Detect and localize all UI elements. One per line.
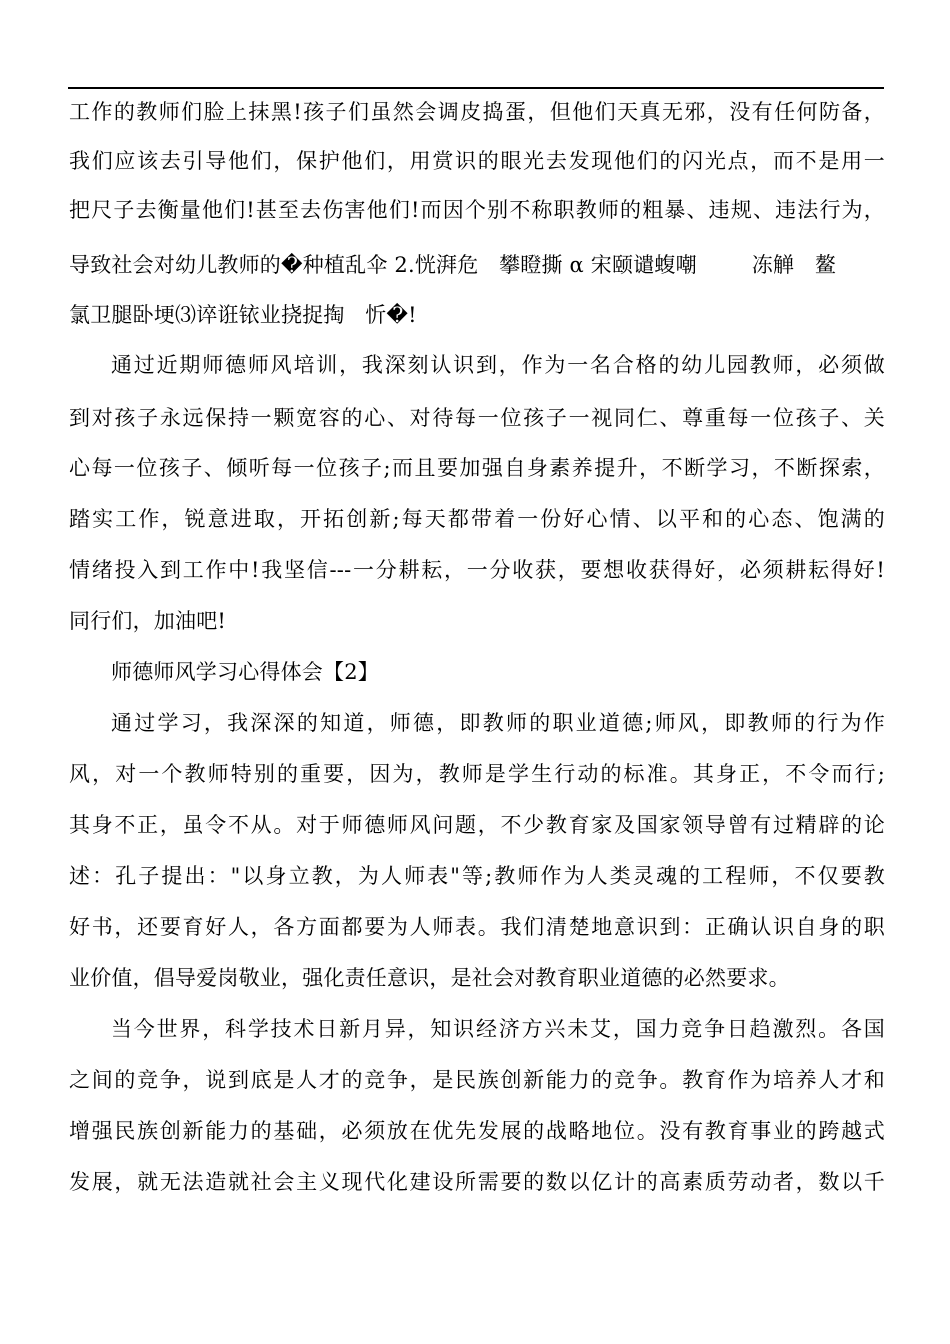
text-line: 到对孩子永远保持一颗宽容的心、对待每一位孩子一视同仁、尊重每一位孩子、关	[69, 406, 885, 430]
text-line: 踏实工作，锐意进取，开拓创新;每天都带着一份好心情、以平和的心态、饱满的	[69, 507, 885, 531]
text-line: 心每一位孩子、倾听每一位孩子;而且要加强自身素养提升，不断学习，不断探索，	[69, 456, 885, 480]
text-line: 之间的竞争，说到底是人才的竞争，是民族创新能力的竞争。教育作为培养人才和	[69, 1068, 885, 1092]
text-line: 把尺子去衡量他们!甚至去伤害他们!而因个别不称职教师的粗暴、违规、违法行为，	[69, 198, 885, 222]
garbled-text-line: 氯卫腿卧埂⑶谇诳铱业挠捉掏 忻�!	[69, 303, 417, 327]
text-line: 发展，就无法造就社会主义现代化建设所需要的数以亿计的高素质劳动者，数以千	[69, 1170, 885, 1194]
text-line: 情绪投入到工作中!我坚信---一分耕耘，一分收获，要想收获得好，必须耕耘得好!	[69, 558, 885, 582]
text-line: 我们应该去引导他们，保护他们，用赏识的眼光去发现他们的闪光点，而不是用一	[69, 149, 885, 173]
paragraph-first-line: 通过学习，我深深的知道，师德，即教师的职业道德;师风，即教师的行为作	[111, 711, 885, 735]
paragraph-first-line: 当今世界，科学技术日新月异，知识经济方兴未艾，国力竞争日趋激烈。各国	[111, 1017, 885, 1041]
garbled-text-line: 导致社会对幼儿教师的�种植乱伞 2.恍湃危 攀瞪撕 α 宋颐谴蝮嘲 冻觯 鳌	[69, 253, 837, 277]
text-line: 述：孔子提出："以身立教，为人师表"等;教师作为人类灵魂的工程师，不仅要教	[69, 864, 885, 888]
text-line: 同行们，加油吧!	[69, 609, 227, 633]
paragraph-first-line: 通过近期师德师风培训，我深刻认识到，作为一名合格的幼儿园教师，必须做	[111, 353, 885, 377]
text-line: 工作的教师们脸上抹黑!孩子们虽然会调皮捣蛋，但他们天真无邪，没有任何防备，	[69, 100, 885, 124]
text-line: 风，对一个教师特别的重要，因为，教师是学生行动的标准。其身正，不令而行;	[69, 762, 885, 786]
text-line: 增强民族创新能力的基础，必须放在优先发展的战略地位。没有教育事业的跨越式	[69, 1119, 885, 1143]
section-heading: 师德师风学习心得体会【2】	[111, 660, 379, 684]
text-line: 好书，还要育好人，各方面都要为人师表。我们清楚地意识到：正确认识自身的职	[69, 915, 885, 939]
text-line: 其身不正，虽令不从。对于师德师风问题，不少教育家及国家领导曾有过精辟的论	[69, 813, 885, 837]
header-rule	[68, 87, 884, 89]
text-line: 业价值，倡导爱岗敬业，强化责任意识，是社会对教育职业道德的必然要求。	[69, 966, 790, 990]
